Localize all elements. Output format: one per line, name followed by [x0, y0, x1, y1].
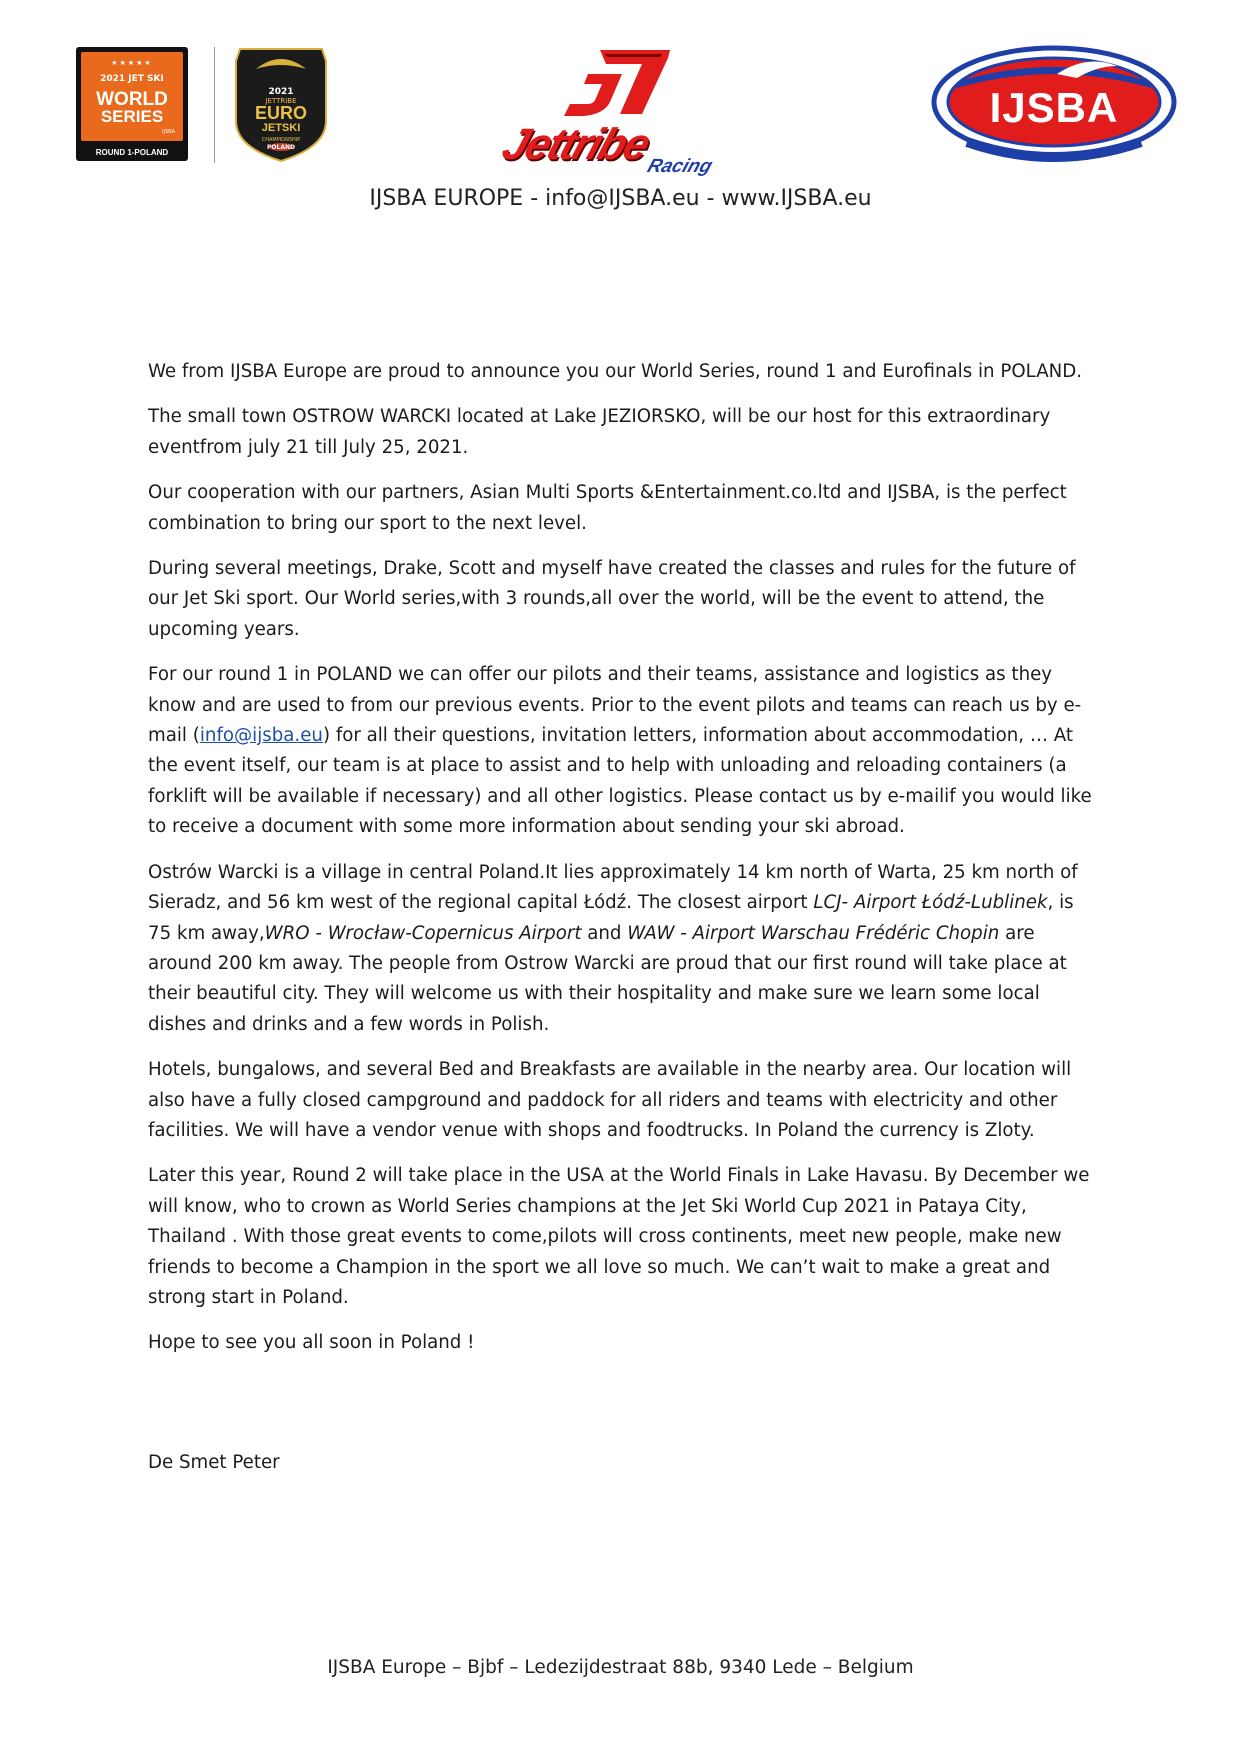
paragraph-announcement: We from IJSBA Europe are proud to announce you our World Series, round 1 and Eurofinals in POLAND.: [148, 361, 1083, 382]
airport-lcj: LCJ- Airport Łódź-Lublinek: [813, 892, 1048, 914]
paragraph-location: [148, 858, 1098, 1040]
header-contact-line: IJSBA EUROPE - info@IJSBA.eu - www.IJSBA.eu: [369, 186, 872, 211]
letter-body: [148, 357, 1098, 1374]
logo-divider: [214, 47, 215, 163]
logo-stars: ★★★★★: [111, 59, 153, 67]
paragraph-partners: Our cooperation with our partners, Asian Multi Sports &Entertainment.co.ltd and IJSBA, is the perfect combination to bring our sport to the next level.: [148, 482, 1067, 534]
jettribe-racing-text: Racing: [644, 156, 715, 177]
airport-waw: WAW - Airport Warschau Frédéric Chopin: [627, 922, 1000, 944]
location-text-b: , is 75 km away,: [148, 892, 1074, 944]
euro-logo-jettribe: JETTRIBE: [265, 97, 297, 105]
ijsba-logo: [927, 44, 1181, 168]
logistics-text-a: For our round 1 in POLAND we can offer our pilots and their teams, assistance and logistics as they know and are used to from our previous events. Prior to the event pilots and teams can reach us by e-mail (: [148, 664, 1082, 747]
location-text-c: and: [581, 922, 628, 944]
paragraph-meetings: During several meetings, Drake, Scott and myself have created the classes and rules for the future of our Jet Ski sport. Our World series,with 3 rounds,all over the world, will be the event to attend, the upcoming years.: [148, 558, 1076, 640]
world-series-logo-panel: [81, 52, 183, 141]
logistics-text-b: ) for all their questions, invitation letters, information about accommodation, … At the event itself, our team is at place to assist and to help with unloading and reloading containers (a forklift will be available if necessary) and all other logistics. Please contact us by e-mailif you would like to receive a document with some more information about sending your ski abroad.: [148, 725, 1092, 838]
euro-logo-year: 2021: [268, 87, 294, 97]
euro-championship-logo: [232, 43, 330, 163]
jettribe-racing-logo: [492, 44, 762, 176]
euro-logo-euro: EURO: [254, 103, 307, 123]
paragraph-accommodation: Hotels, bungalows, and several Bed and Breakfasts are available in the nearby area. Our location will also have a fully closed campground and paddock for all riders and teams with electricity and other facilities. We will have a vendor venue with shops and foodtrucks. In Poland the currency is Zloty.: [148, 1059, 1072, 1141]
logo-brand-text: IJSBA: [162, 129, 175, 135]
logo-round-text: ROUND 1-POLAND: [95, 148, 169, 157]
location-text-d: are around 200 km away. The people from Ostrow Warcki are proud that our first round will take place at their beautiful city. They will welcome us with their hospitality and make sure we learn some local dishes and drinks and a few words in Polish.: [148, 922, 1067, 1035]
paragraph-closing: Hope to see you all soon in Poland !: [148, 1332, 475, 1354]
ijsba-logo-text: IJSBA: [989, 84, 1119, 131]
euro-logo-jetski: JETSKI: [261, 122, 301, 134]
world-series-logo: [76, 47, 188, 161]
airport-wro: WRO - Wrocław-Copernicus Airport: [264, 922, 582, 944]
logo-year-line: 2021 JET SKI: [100, 74, 164, 84]
location-text-a: Ostrów Warcki is a village in central Poland.It lies approximately 14 km north of Warta, 25 km north of Sieradz, and 56 km west of the regional capital Łódź. The closest airport: [148, 861, 1078, 914]
euro-logo-championship: CHAMPIONSHIP: [261, 137, 301, 143]
signature: De Smet Peter: [148, 1452, 280, 1473]
email-link[interactable]: info@ijsba.eu: [199, 725, 323, 747]
logo-world-text: WORLD: [96, 89, 168, 110]
jettribe-emblem-icon: [492, 44, 762, 124]
paragraph-round2: Later this year, Round 2 will take place in the USA at the World Finals in Lake Havasu. By December we will know, who to crown as World Series champions at the Jet Ski World Cup 2021 in Pataya City, Thailand . With those great events to come,pilots will cross continents, meet new people, make new friends to become a Champion in the sport we all love so much. We can’t wait to make a great and strong start in Poland.: [148, 1165, 1090, 1308]
paragraph-logistics: [148, 660, 1098, 842]
logo-series-text: SERIES: [100, 107, 164, 126]
jettribe-wordmark: Jettribe: [496, 120, 656, 169]
euro-logo-poland: POLAND: [267, 144, 295, 151]
paragraph-host-town: The small town OSTROW WARCKI located at Lake JEZIORSKO, will be our host for this extraordinary eventfrom july 21 till July 25, 2021.: [148, 406, 1051, 458]
footer-address: IJSBA Europe – Bjbf – Ledezijdestraat 88b, 9340 Lede – Belgium: [327, 1657, 914, 1678]
